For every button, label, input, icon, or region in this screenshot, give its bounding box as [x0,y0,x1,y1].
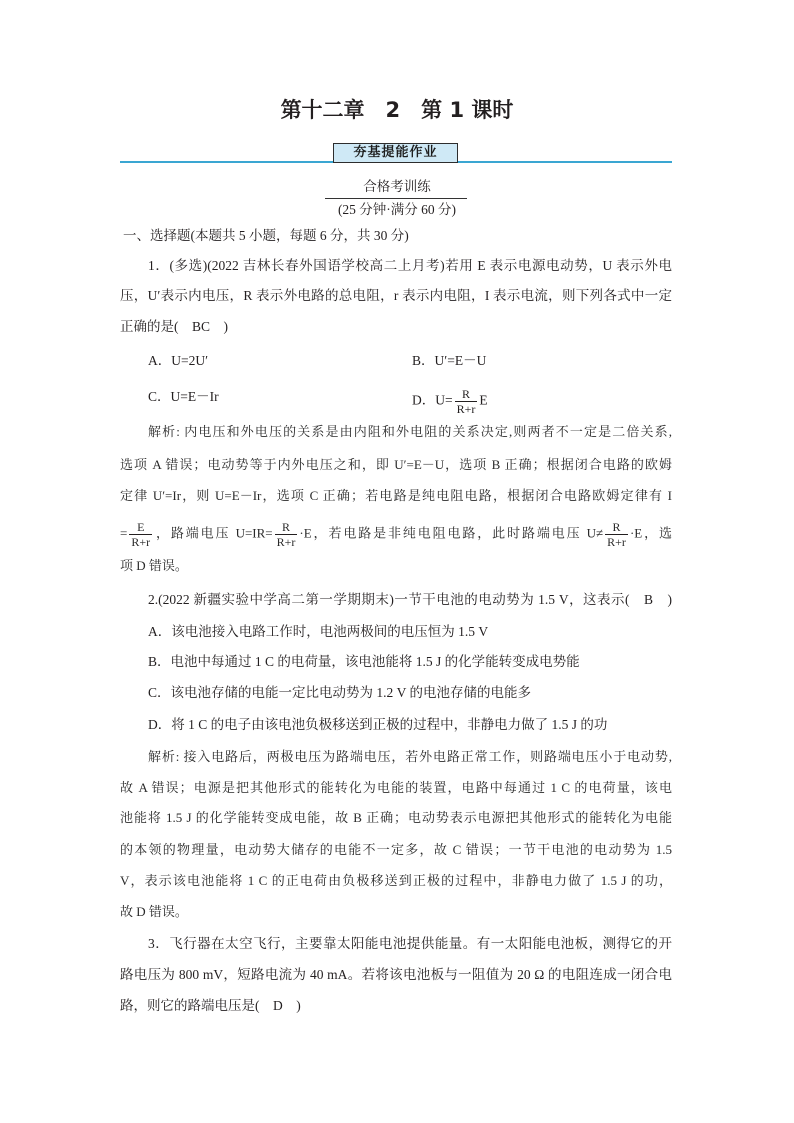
q2-option-b: B．电池中每通过 1 C 的电荷量，该电池能将 1.5 J 的化学能转变成电势能 [148,654,580,669]
q1-stem-line: 正确的是( BC ) [120,319,228,334]
explanation-text: ·E，若电路是非纯电阻电路，此时路端电压 U≠ [299,525,604,541]
q2-stem: 2.(2022 新疆实验中学高二第一学期期末)一节干电池的电动势为 1.5 V，这表示( B ) [148,592,672,607]
q1-stem-line: 压，U′表示内电压，R 表示外电路的总电阻，r 表示内电阻，I 表示电流，则下列各式中一定 [120,288,672,303]
explanation-text: ·E，选 [629,525,672,541]
q1-explanation-line: 项 D 错误。 [120,558,188,573]
fraction-denominator: R+r [607,535,626,549]
fraction-denominator: R+r [131,535,151,549]
q2-explanation-line: 故 A 错误；电源是把其他形式的能转化为电能的装置，电路中每通过 1 C 的电荷量，该电 [120,780,672,795]
fraction-denominator: R+r [276,535,296,549]
q1-explanation-line: 定律 U′=Ir，则 U=E－Ir，选项 C 正确；若电路是纯电阻电路，根据闭合电路欧姆定律有 I [120,488,672,503]
q1-option-d-suffix: E [479,392,488,408]
fraction [605,520,628,549]
q3-stem-line: 路电压为 800 mV，短路电流为 40 mA。若将该电池板与一阻值为 20 Ω 的电阻连成一闭合电 [120,967,672,982]
fraction [129,520,152,549]
q2-explanation-line: 池能将 1.5 J 的化学能转变成电能，故 B 正确；电动势表示电源把其他形式的能转化为电能 [120,810,672,825]
part-heading: 一、选择题(本题共 5 小题，每题 6 分，共 30 分) [123,228,409,243]
q2-option-d: D．将 1 C 的电子由该电池负极移送到正极的过程中，非静电力做了 1.5 J 的功 [148,717,608,732]
fraction-numerator: E [137,520,145,534]
fraction-numerator: R [612,520,621,534]
q1-option-c: C．U=E－Ir [148,389,219,404]
q2-option-c: C．该电池存储的电能一定比电动势为 1.2 V 的电池存储的电能多 [148,685,532,700]
q2-explanation-line: 故 D 错误。 [120,904,188,919]
fraction [455,387,478,416]
fraction-numerator: R [282,520,291,534]
explanation-text: ，路端电压 U=IR= [154,525,273,541]
fraction-numerator: R [462,387,471,401]
q1-option-a: A．U=2U′ [148,353,209,368]
q1-stem-line: 1．(多选)(2022 吉林长春外国语学校高二上月考)若用 E 表示电源电动势，U 表示外电 [148,258,672,273]
fraction-denominator: R+r [456,402,476,416]
q1-explanation-line: 选项 A 错误；电动势等于内外电压之和，即 U′=E－U，选项 B 正确；根据闭合电路的欧姆 [120,457,672,472]
fraction [275,520,298,549]
q1-option-d-prefix: D．U= [412,392,453,408]
q3-stem-line: 3．飞行器在太空飞行，主要靠太阳能电池提供能量。有一太阳能电池板，测得它的开 [148,936,672,951]
q3-stem-line: 路，则它的路端电压是( D ) [120,998,301,1013]
q1-explanation-line: 解析: 内电压和外电压的关系是由内阻和外电阻的关系决定,则两者不一定是二倍关系, [148,424,672,439]
section-meta: (25 分钟·满分 60 分) [337,202,457,217]
page-title: 第十二章 2 第 1 课时 [280,98,514,122]
homework-banner: 夯基提能作业 [333,143,458,163]
q2-explanation-line: 解析: 接入电路后，两极电压为路端电压，若外电路正常工作，则路端电压小于电动势, [148,749,672,764]
q1-explanation-line [120,520,672,549]
q2-option-a: A．该电池接入电路工作时，电池两极间的电压恒为 1.5 V [148,624,489,639]
explanation-text: = [120,525,128,541]
section-title: 合格考训练 [363,179,431,194]
q1-option-b: B．U′=E－U [412,353,487,368]
q1-option-d [412,387,488,416]
q2-explanation-line: V，表示该电池能将 1 C 的正电荷由负极移送到正极的过程中，非静电力做了 1.5 J 的功， [120,873,672,888]
q2-explanation-line: 的本领的物理量，电动势大储存的电能不一定多，故 C 错误；一节干电池的电动势为 1.5 [120,842,672,857]
section-title-underline [325,198,467,199]
